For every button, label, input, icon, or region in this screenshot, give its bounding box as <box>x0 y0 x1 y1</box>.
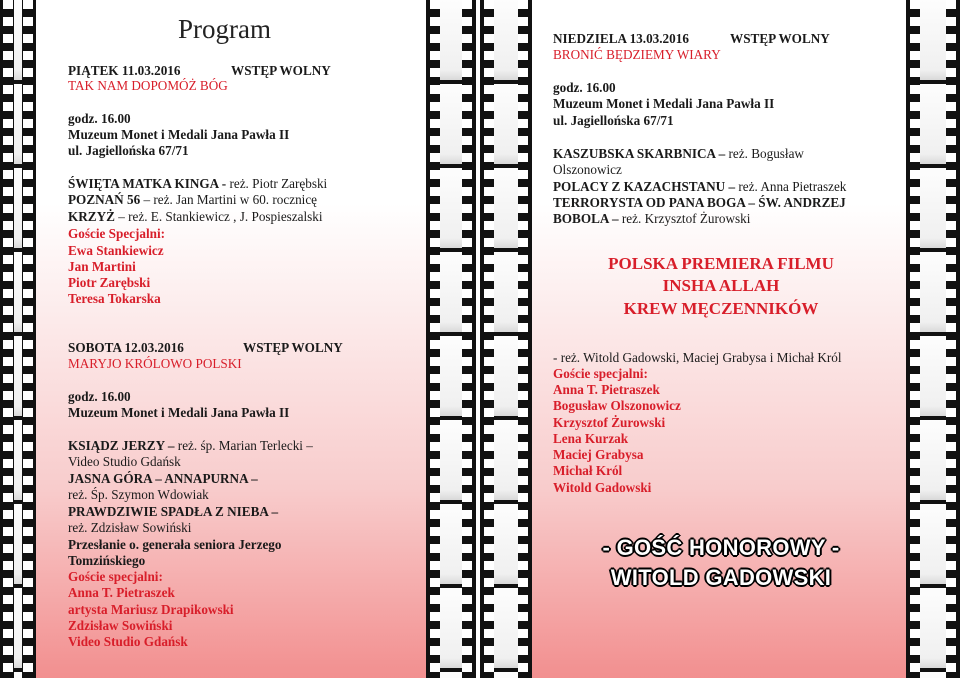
friday-guest: Jan Martini <box>68 259 136 274</box>
friday-film-3: KRZYŻ – reż. E. Stankiewicz , J. Pospieszalski <box>68 209 323 224</box>
friday-time: godz. 16.00 <box>68 111 131 126</box>
saturday-film-3-director: reż. Zdzisław Sowiński <box>68 520 192 535</box>
sunday-time: godz. 16.00 <box>553 80 616 95</box>
sunday-address: ul. Jagiellońska 67/71 <box>553 113 674 128</box>
saturday-guests-label: Goście specjalni: <box>68 569 163 584</box>
saturday-venue: Muzeum Monet i Medali Jana Pawła II <box>68 405 290 420</box>
film-strip-left <box>0 0 36 678</box>
honor-guest-name: WITOLD GADOWSKI <box>610 565 832 590</box>
saturday-guest: artysta Mariusz Drapikowski <box>68 602 234 617</box>
sunday-guest: Bogusław Olszonowicz <box>553 398 681 413</box>
honor-guest-heading: - GOŚĆ HONOROWY - <box>602 535 840 560</box>
friday-address: ul. Jagiellońska 67/71 <box>68 143 189 158</box>
saturday-guest: Anna T. Pietraszek <box>68 585 175 600</box>
premiere-line-1: POLSKA PREMIERA FILMU <box>608 254 834 273</box>
saturday-guest: Video Studio Gdańsk <box>68 634 188 649</box>
sunday-entry: WSTĘP WOLNY <box>730 31 830 46</box>
page-title: Program <box>178 14 271 44</box>
saturday-film-2: JASNA GÓRA – ANNAPURNA – <box>68 471 258 486</box>
saturday-entry: WSTĘP WOLNY <box>243 340 343 355</box>
sunday-guest: Lena Kurzak <box>553 431 629 446</box>
friday-guest: Piotr Zarębski <box>68 275 151 290</box>
sunday-guest: Michał Król <box>553 463 623 478</box>
sunday-film-3-director: BOBOLA – reż. Krzysztof Żurowski <box>553 211 751 226</box>
saturday-film-2-director: reż. Śp. Szymon Wdowiak <box>68 487 209 502</box>
friday-guest: Ewa Stankiewicz <box>68 243 164 258</box>
sunday-guest: Krzysztof Żurowski <box>553 415 666 430</box>
friday-entry: WSTĘP WOLNY <box>231 63 331 78</box>
premiere-line-3: KREW MĘCZENNIKÓW <box>623 299 819 318</box>
sunday-film-1-director: Olszonowicz <box>553 162 622 177</box>
sunday-guest: Anna T. Pietraszek <box>553 382 660 397</box>
sunday-guest: Maciej Grabysa <box>553 447 644 462</box>
sunday-date: NIEDZIELA 13.03.2016 <box>553 31 689 46</box>
saturday-time: godz. 16.00 <box>68 389 131 404</box>
saturday-date: SOBOTA 12.03.2016 <box>68 340 184 355</box>
premiere-directors: - reż. Witold Gadowski, Maciej Grabysa i Michał Król <box>553 350 842 365</box>
friday-film-1: ŚWIĘTA MATKA KINGA - reż. Piotr Zarębski <box>68 176 328 191</box>
friday-film-2: POZNAŃ 56 – reż. Jan Martini w 60. rocznicę <box>68 192 318 207</box>
sunday-venue: Muzeum Monet i Medali Jana Pawła II <box>553 96 775 111</box>
film-strip-center-left <box>426 0 476 678</box>
saturday-guest: Zdzisław Sowiński <box>68 618 173 633</box>
friday-venue: Muzeum Monet i Medali Jana Pawła II <box>68 127 290 142</box>
sunday-film-2: POLACY Z KAZACHSTANU – reż. Anna Pietraszek <box>553 179 847 194</box>
saturday-film-1: KSIĄDZ JERZY – reż. śp. Marian Terlecki – <box>68 438 313 453</box>
friday-theme: TAK NAM DOPOMÓŻ BÓG <box>68 78 228 93</box>
sunday-film-3: TERRORYSTA OD PANA BOGA – ŚW. ANDRZEJ <box>553 195 846 210</box>
saturday-film-3: PRAWDZIWIE SPADŁA Z NIEBA – <box>68 504 279 519</box>
friday-guests-label: Goście Specjalni: <box>68 226 166 241</box>
friday-date: PIĄTEK 11.03.2016 <box>68 63 181 78</box>
sunday-guests-label: Goście specjalni: <box>553 366 648 381</box>
premiere-line-2: INSHA ALLAH <box>662 276 780 295</box>
saturday-film-1-studio: Video Studio Gdańsk <box>68 454 181 469</box>
saturday-theme: MARYJO KRÓLOWO POLSKI <box>68 356 242 371</box>
saturday-message-2: Tomzińskiego <box>68 553 146 568</box>
friday-guest: Teresa Tokarska <box>68 291 161 306</box>
sunday-theme: BRONIĆ BĘDZIEMY WIARY <box>553 47 721 62</box>
saturday-message: Przesłanie o. generała seniora Jerzego <box>68 537 282 552</box>
sunday-film-1: KASZUBSKA SKARBNICA – reż. Bogusław <box>553 146 804 161</box>
sunday-guest: Witold Gadowski <box>553 480 652 495</box>
